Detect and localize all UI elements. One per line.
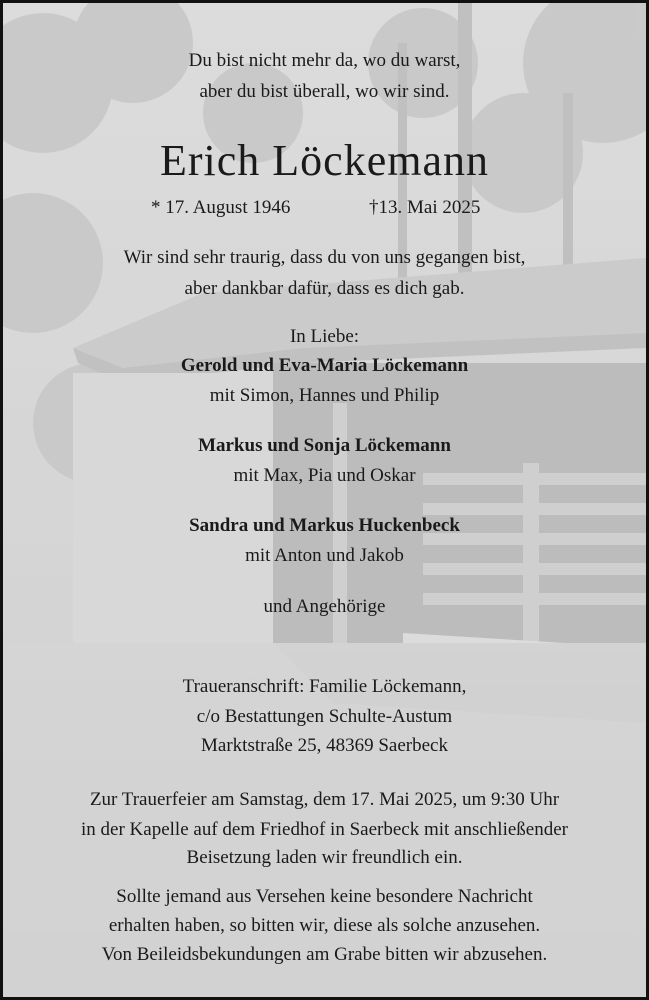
family-1-names: Gerold und Eva-Maria Löckemann <box>180 355 469 376</box>
notice-line-3: Von Beileidsbekundungen am Grabe bitten wir abzusehen. <box>101 944 548 965</box>
notice-line-2: erhalten haben, so bitten wir, diese als solche anzusehen. <box>108 915 541 936</box>
ceremony-line-3: Beisetzung laden wir freundlich ein. <box>186 847 463 868</box>
family-1-children: mit Simon, Hannes und Philip <box>209 385 440 406</box>
family-2-children: mit Max, Pia und Oskar <box>233 465 416 486</box>
message-line-2: aber dankbar dafür, dass es dich gab. <box>184 278 465 299</box>
ceremony-line-2: in der Kapelle auf dem Friedhof in Saerbeck mit anschließender <box>81 819 568 840</box>
deceased-name: Erich Löckemann <box>160 136 489 185</box>
message-line-1: Wir sind sehr traurig, dass du von uns gegangen bist, <box>123 247 526 268</box>
family-3-children: mit Anton und Jakob <box>245 545 404 566</box>
ceremony-line-1: Zur Trauerfeier am Samstag, dem 17. Mai 2025, um 9:30 Uhr <box>89 789 560 810</box>
mourners-intro: In Liebe: <box>289 326 360 347</box>
address-line-2: c/o Bestattungen Schulte-Austum <box>196 706 453 727</box>
address-line-3: Marktstraße 25, 48369 Saerbeck <box>201 735 448 756</box>
relatives: und Angehörige <box>263 596 386 617</box>
obituary-text <box>3 3 646 997</box>
birth-date: * 17. August 1946 <box>151 197 291 218</box>
family-3-names: Sandra und Markus Huckenbeck <box>189 515 460 536</box>
motto-line-2: aber du bist überall, wo wir sind. <box>199 81 450 102</box>
motto-line-1: Du bist nicht mehr da, wo du warst, <box>188 50 461 71</box>
death-date: †13. Mai 2025 <box>369 197 481 218</box>
address-line-1: Traueranschrift: Familie Löckemann, <box>182 676 467 697</box>
notice-line-1: Sollte jemand aus Versehen keine besondere Nachricht <box>116 886 533 907</box>
family-2-names: Markus und Sonja Löckemann <box>198 435 451 456</box>
